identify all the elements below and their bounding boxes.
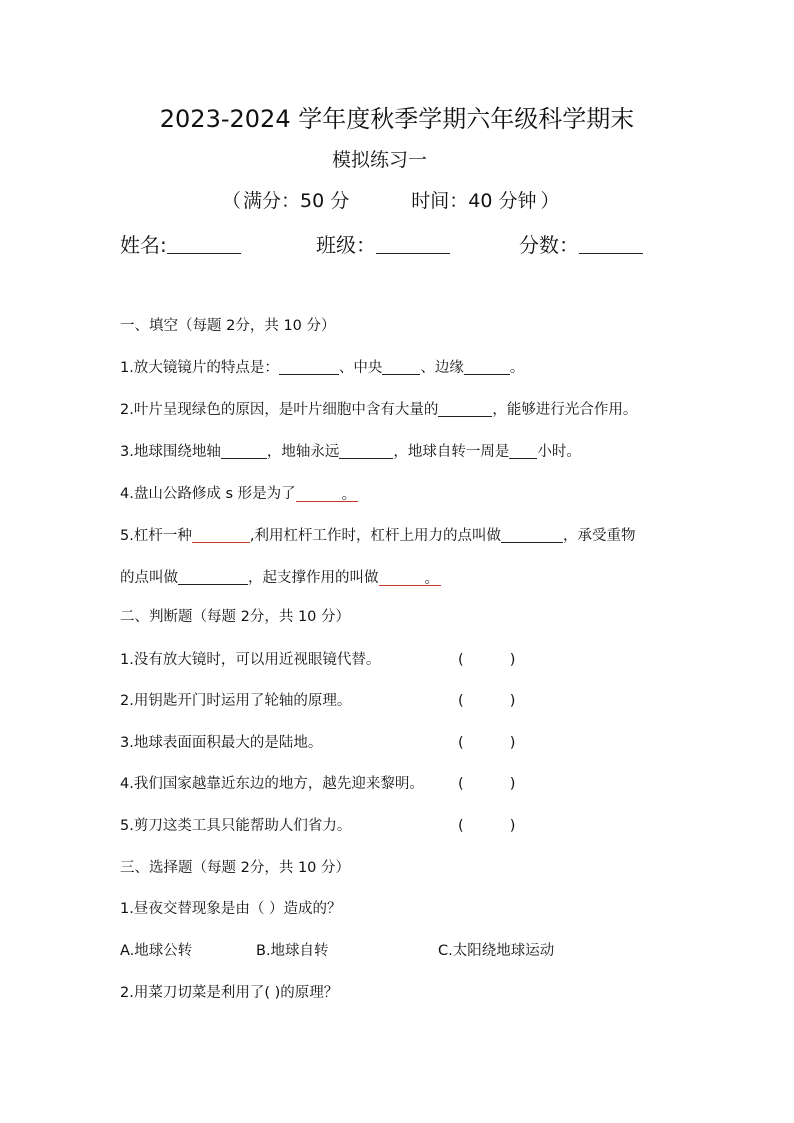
q1-text-c: 、边缘 xyxy=(420,360,464,376)
q1-blank-3[interactable] xyxy=(464,359,510,375)
q1-blank-2[interactable] xyxy=(382,359,420,375)
fill-question-2 xyxy=(120,399,637,421)
points-field[interactable] xyxy=(519,230,643,260)
q1-text-d: 。 xyxy=(509,360,525,376)
q3-blank-1[interactable] xyxy=(221,443,267,459)
q5-text-a: 5.杠杆一种 xyxy=(120,528,192,544)
judge-item-1: 1.没有放大镜时，可以用近视眼镜代替。 xyxy=(120,652,381,668)
q1-text-b: 、中央 xyxy=(338,360,383,376)
q2-text-a: 2.叶片呈现绿色的原因，是叶片细胞中含有大量的 xyxy=(120,402,439,418)
judge-answer-5[interactable]: ( ) xyxy=(458,818,516,834)
q5b-blank-1[interactable] xyxy=(178,569,248,585)
q3-text-b: ，地轴永远 xyxy=(266,444,340,460)
section3-heading: 三、选择题（每题 2分，共 10 分） xyxy=(120,860,351,876)
q5b-text-c: 。 xyxy=(424,571,439,587)
q5-text-b: ,利用杠杆工作时，杠杆上用力的点叫做 xyxy=(249,528,501,544)
close-paren: ） xyxy=(540,190,560,212)
exam-title: 2023-2024 学年度秋季学期六年级科学期末 xyxy=(159,105,635,133)
class-field[interactable] xyxy=(316,230,450,260)
q5-text-c: ，承受重物 xyxy=(562,528,636,544)
q5b-text-b: ，起支撑作用的叫做 xyxy=(248,570,379,586)
exam-time: 时间：40 分钟 xyxy=(411,190,537,212)
choice-question-1: 1.昼夜交替现象是由（ ）造成的？ xyxy=(120,901,342,917)
q1-text-a: 1.放大镜镜片的特点是： xyxy=(120,360,279,376)
q3-text-d: 小时。 xyxy=(537,444,581,460)
exam-subtitle: 模拟练习一 xyxy=(332,149,428,171)
q4-text-b: 。 xyxy=(341,487,357,503)
name-blank[interactable] xyxy=(167,233,241,254)
score-time-line xyxy=(222,187,559,215)
judge-item-3: 3.地球表面面积最大的是陆地。 xyxy=(120,735,323,751)
fill-question-3 xyxy=(120,441,581,463)
full-score: 满分：50 分 xyxy=(243,190,350,212)
class-blank[interactable] xyxy=(376,233,450,254)
q3-text-a: 3.地球围绕地轴 xyxy=(120,444,221,460)
class-label: 班级： xyxy=(316,233,376,257)
section1-heading: 一、填空（每题 2分，共 10 分） xyxy=(120,318,336,334)
q1-blank-1[interactable] xyxy=(279,359,339,375)
q4-text-a: 4.盘山公路修成 s 形是为了 xyxy=(120,486,296,502)
q5b-text-a: 的点叫做 xyxy=(120,570,178,586)
choice-question-2: 2.用菜刀切菜是利用了( )的原理？ xyxy=(120,985,339,1001)
choice-option-b[interactable]: B.地球自转 xyxy=(256,943,329,959)
judge-item-4: 4.我们国家越靠近东边的地方，越先迎来黎明。 xyxy=(120,776,424,792)
open-paren: （ xyxy=(222,190,242,212)
name-field[interactable] xyxy=(120,230,241,260)
choice-option-c[interactable]: C.太阳绕地球运动 xyxy=(438,943,555,959)
fill-question-5-cont xyxy=(120,567,441,589)
q5b-blank-2[interactable] xyxy=(379,570,441,586)
judge-answer-3[interactable]: ( ) xyxy=(458,735,516,751)
judge-answer-2[interactable]: ( ) xyxy=(458,693,516,709)
q2-text-b: ，能够进行光合作用。 xyxy=(492,402,638,418)
judge-answer-4[interactable]: ( ) xyxy=(458,776,516,792)
q2-blank-1[interactable] xyxy=(438,401,492,417)
points-label: 分数： xyxy=(519,233,579,257)
judge-answer-1[interactable]: ( ) xyxy=(458,652,516,668)
fill-question-1 xyxy=(120,357,524,379)
q5-blank-1[interactable] xyxy=(192,527,250,543)
points-blank[interactable] xyxy=(579,233,643,254)
fill-question-5 xyxy=(120,525,635,547)
judge-item-2: 2.用钥匙开门时运用了轮轴的原理。 xyxy=(120,693,352,709)
fill-question-4 xyxy=(120,483,358,505)
judge-item-5: 5.剪刀这类工具只能帮助人们省力。 xyxy=(120,818,352,834)
q5-blank-2[interactable] xyxy=(501,527,563,543)
q3-blank-3[interactable] xyxy=(509,443,537,459)
q3-blank-2[interactable] xyxy=(339,443,393,459)
choice-option-a[interactable]: A.地球公转 xyxy=(120,943,193,959)
q3-text-c: ，地球自转一周是 xyxy=(393,444,510,460)
section2-heading: 二、判断题（每题 2分，共 10 分） xyxy=(120,609,351,625)
q4-blank-1[interactable] xyxy=(296,486,358,502)
name-label: 姓名: xyxy=(120,233,167,257)
